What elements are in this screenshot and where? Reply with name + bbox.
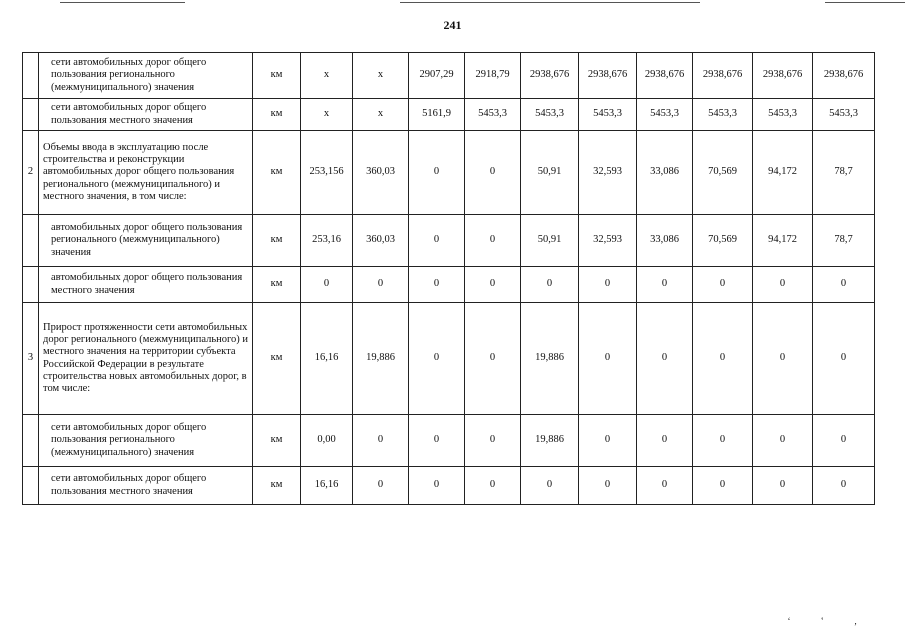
value-cell: 0 — [637, 303, 693, 415]
value-cell: 0 — [637, 415, 693, 467]
value-cell: 253,156 — [301, 131, 353, 215]
unit-cell: км — [253, 215, 301, 267]
value-cell: 0 — [409, 267, 465, 303]
row-number — [23, 415, 39, 467]
value-cell: 50,91 — [521, 215, 579, 267]
value-cell: 33,086 — [637, 131, 693, 215]
unit-cell: км — [253, 467, 301, 505]
row-number: 2 — [23, 131, 39, 215]
table-row — [23, 53, 875, 99]
value-cell: 0 — [353, 267, 409, 303]
value-cell: 19,886 — [521, 303, 579, 415]
value-cell: 5453,3 — [521, 99, 579, 131]
value-cell: 360,03 — [353, 131, 409, 215]
value-cell: 0 — [465, 267, 521, 303]
value-cell: 0 — [409, 215, 465, 267]
value-cell: 0 — [521, 467, 579, 505]
row-number — [23, 215, 39, 267]
table-row — [23, 99, 875, 131]
value-cell: 0 — [753, 467, 813, 505]
value-cell: 0 — [409, 303, 465, 415]
indicator-name: автомобильных дорог общего пользования регионального (межмуниципального) значения — [39, 215, 253, 267]
value-cell: х — [353, 99, 409, 131]
value-cell: 0 — [813, 415, 875, 467]
value-cell: 2938,676 — [693, 53, 753, 99]
indicator-name: сети автомобильных дорог общего пользования местного значения — [39, 99, 253, 131]
value-cell: 0 — [637, 467, 693, 505]
value-cell: 5453,3 — [579, 99, 637, 131]
value-cell: 0,00 — [301, 415, 353, 467]
value-cell: 0 — [521, 267, 579, 303]
value-cell: 19,886 — [353, 303, 409, 415]
value-cell: 0 — [465, 303, 521, 415]
scan-artifact-marks: ‘ ‛ ‚ — [787, 616, 871, 626]
value-cell: 5453,3 — [753, 99, 813, 131]
page-number: 241 — [443, 18, 462, 32]
value-cell: 0 — [409, 415, 465, 467]
value-cell: 5453,3 — [637, 99, 693, 131]
table-row — [23, 215, 875, 267]
value-cell: 0 — [465, 415, 521, 467]
value-cell: х — [353, 53, 409, 99]
data-table — [22, 52, 875, 505]
value-cell: х — [301, 99, 353, 131]
value-cell: 2918,79 — [465, 53, 521, 99]
value-cell: 0 — [813, 267, 875, 303]
indicator-name: сети автомобильных дорог общего пользования местного значения — [39, 467, 253, 505]
value-cell: 0 — [753, 415, 813, 467]
value-cell: 70,569 — [693, 215, 753, 267]
value-cell: 0 — [813, 303, 875, 415]
top-scan-line — [825, 2, 905, 3]
value-cell: 0 — [693, 467, 753, 505]
value-cell: 0 — [693, 303, 753, 415]
value-cell: 0 — [579, 415, 637, 467]
value-cell: 0 — [409, 131, 465, 215]
value-cell: 78,7 — [813, 215, 875, 267]
value-cell: 0 — [693, 415, 753, 467]
value-cell: 0 — [753, 267, 813, 303]
unit-cell: км — [253, 415, 301, 467]
value-cell: 0 — [409, 467, 465, 505]
value-cell: 0 — [301, 267, 353, 303]
value-cell: 0 — [579, 267, 637, 303]
value-cell: 5453,3 — [465, 99, 521, 131]
value-cell: 5453,3 — [693, 99, 753, 131]
unit-cell: км — [253, 99, 301, 131]
value-cell: 0 — [637, 267, 693, 303]
value-cell: 2938,676 — [637, 53, 693, 99]
value-cell: 70,569 — [693, 131, 753, 215]
indicator-name: сети автомобильных дорог общего пользования регионального (межмуниципального) значения — [39, 415, 253, 467]
table-row — [23, 303, 875, 415]
value-cell: 16,16 — [301, 303, 353, 415]
value-cell: 32,593 — [579, 215, 637, 267]
row-number — [23, 467, 39, 505]
top-scan-line — [60, 2, 185, 3]
value-cell: 0 — [579, 303, 637, 415]
value-cell: 0 — [465, 131, 521, 215]
value-cell: 0 — [353, 467, 409, 505]
value-cell: 2938,676 — [579, 53, 637, 99]
value-cell: 0 — [753, 303, 813, 415]
row-number — [23, 99, 39, 131]
unit-cell: км — [253, 303, 301, 415]
table-row — [23, 415, 875, 467]
unit-cell: км — [253, 53, 301, 99]
value-cell: 33,086 — [637, 215, 693, 267]
table-row — [23, 467, 875, 505]
indicator-name: Объемы ввода в эксплуатацию после строительства и реконструкции автомобильных дорог общего пользования регионального (межмуниципального) и местного значения, в том числе: — [39, 131, 253, 215]
row-number — [23, 53, 39, 99]
value-cell: 2938,676 — [753, 53, 813, 99]
unit-cell: км — [253, 267, 301, 303]
value-cell: 0 — [813, 467, 875, 505]
value-cell: 94,172 — [753, 131, 813, 215]
indicator-name: Прирост протяженности сети автомобильных дорог регионального (межмуниципального) и местного значения на территории субъекта Российской Федерации в результате строительства новых автомобильных дорог, в том числе: — [39, 303, 253, 415]
unit-cell: км — [253, 131, 301, 215]
value-cell: 360,03 — [353, 215, 409, 267]
value-cell: 19,886 — [521, 415, 579, 467]
value-cell: 50,91 — [521, 131, 579, 215]
value-cell: 16,16 — [301, 467, 353, 505]
value-cell: 0 — [465, 215, 521, 267]
value-cell: 32,593 — [579, 131, 637, 215]
value-cell: 0 — [579, 467, 637, 505]
row-number: 3 — [23, 303, 39, 415]
row-number — [23, 267, 39, 303]
value-cell: 78,7 — [813, 131, 875, 215]
value-cell: 2938,676 — [813, 53, 875, 99]
value-cell: 253,16 — [301, 215, 353, 267]
value-cell: х — [301, 53, 353, 99]
value-cell: 5161,9 — [409, 99, 465, 131]
value-cell: 2907,29 — [409, 53, 465, 99]
value-cell: 94,172 — [753, 215, 813, 267]
value-cell: 5453,3 — [813, 99, 875, 131]
value-cell: 0 — [693, 267, 753, 303]
table-row — [23, 131, 875, 215]
value-cell: 0 — [353, 415, 409, 467]
value-cell: 0 — [465, 467, 521, 505]
table-row — [23, 267, 875, 303]
indicator-name: автомобильных дорог общего пользования местного значения — [39, 267, 253, 303]
top-scan-line — [400, 2, 700, 3]
indicator-name: сети автомобильных дорог общего пользования регионального (межмуниципального) значения — [39, 53, 253, 99]
value-cell: 2938,676 — [521, 53, 579, 99]
